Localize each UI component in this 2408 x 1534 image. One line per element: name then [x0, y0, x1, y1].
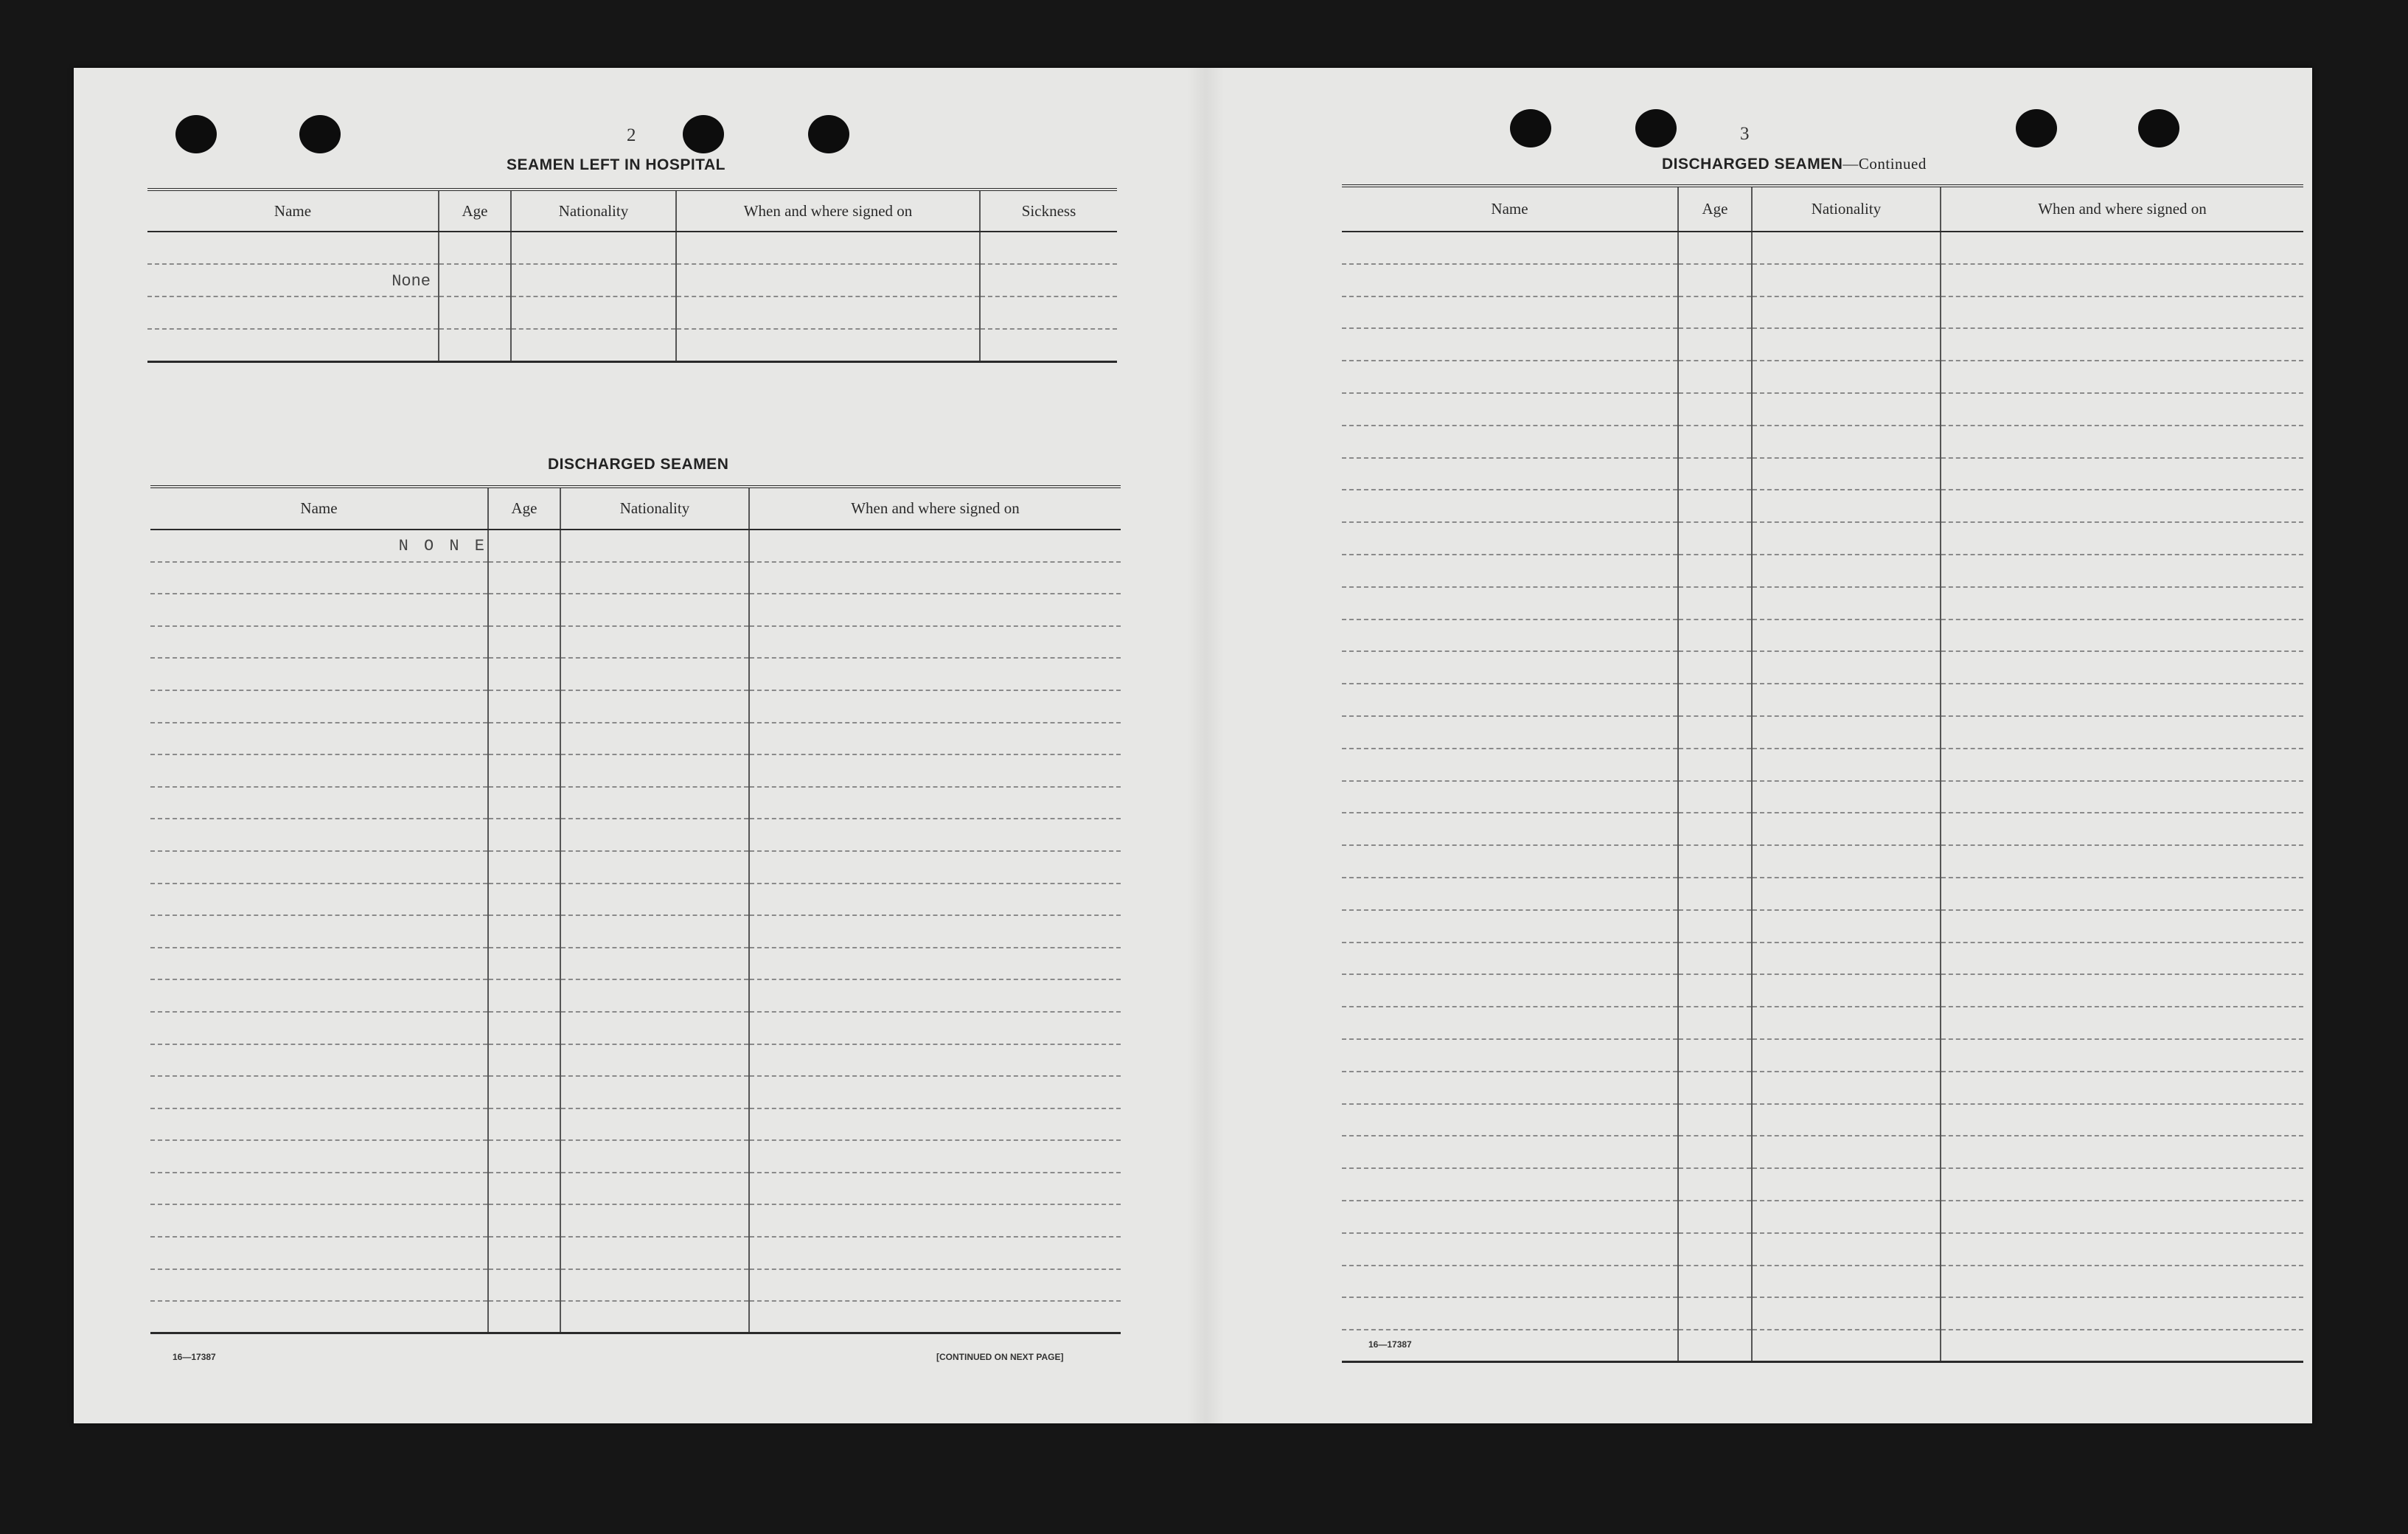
discharged-table — [150, 485, 1121, 1334]
page-number: 3 — [1740, 124, 1750, 144]
right-page — [1202, 68, 2312, 1423]
discharged-entry-text: N O N E — [398, 537, 487, 556]
column-header-name: Name — [1342, 186, 1678, 232]
column-header-sickness: Sickness — [980, 190, 1117, 232]
section-title-main: DISCHARGED SEAMEN — [1662, 156, 1843, 173]
section-title-suffix: —Continued — [1842, 155, 1927, 173]
column-header-name: Name — [147, 190, 439, 232]
column-header-age: Age — [1678, 186, 1752, 232]
punch-hole — [683, 115, 724, 153]
ledger-sheet — [74, 68, 2312, 1423]
column-header-nationality: Nationality — [511, 190, 676, 232]
punch-hole — [299, 115, 341, 153]
punch-hole — [1635, 109, 1677, 148]
discharged-continued-title — [1662, 155, 1927, 173]
column-header-age: Age — [488, 487, 560, 530]
punch-hole — [2138, 109, 2179, 148]
column-header-name: Name — [150, 487, 488, 530]
form-number: 16—17387 — [1368, 1339, 1412, 1350]
form-number: 16—17387 — [173, 1352, 216, 1362]
punch-hole — [1510, 109, 1551, 148]
discharged-continued-table — [1342, 184, 2303, 1363]
punch-hole — [2016, 109, 2057, 148]
column-header-nationality: Nationality — [1752, 186, 1941, 232]
column-header-signed-on: When and where signed on — [749, 487, 1121, 530]
discharged-section-title: DISCHARGED SEAMEN — [548, 456, 729, 473]
left-page — [74, 68, 1202, 1423]
column-header-signed-on: When and where signed on — [1941, 186, 2303, 232]
punch-hole — [175, 115, 217, 153]
hospital-entry-text: None — [392, 271, 431, 291]
hospital-section-title: SEAMEN LEFT IN HOSPITAL — [507, 156, 725, 173]
column-header-age: Age — [439, 190, 511, 232]
hospital-table — [147, 188, 1117, 363]
column-header-nationality: Nationality — [560, 487, 749, 530]
page-number: 2 — [627, 125, 636, 145]
punch-hole — [808, 115, 849, 153]
column-header-signed-on: When and where signed on — [676, 190, 980, 232]
continued-note: [CONTINUED ON NEXT PAGE] — [936, 1352, 1064, 1362]
